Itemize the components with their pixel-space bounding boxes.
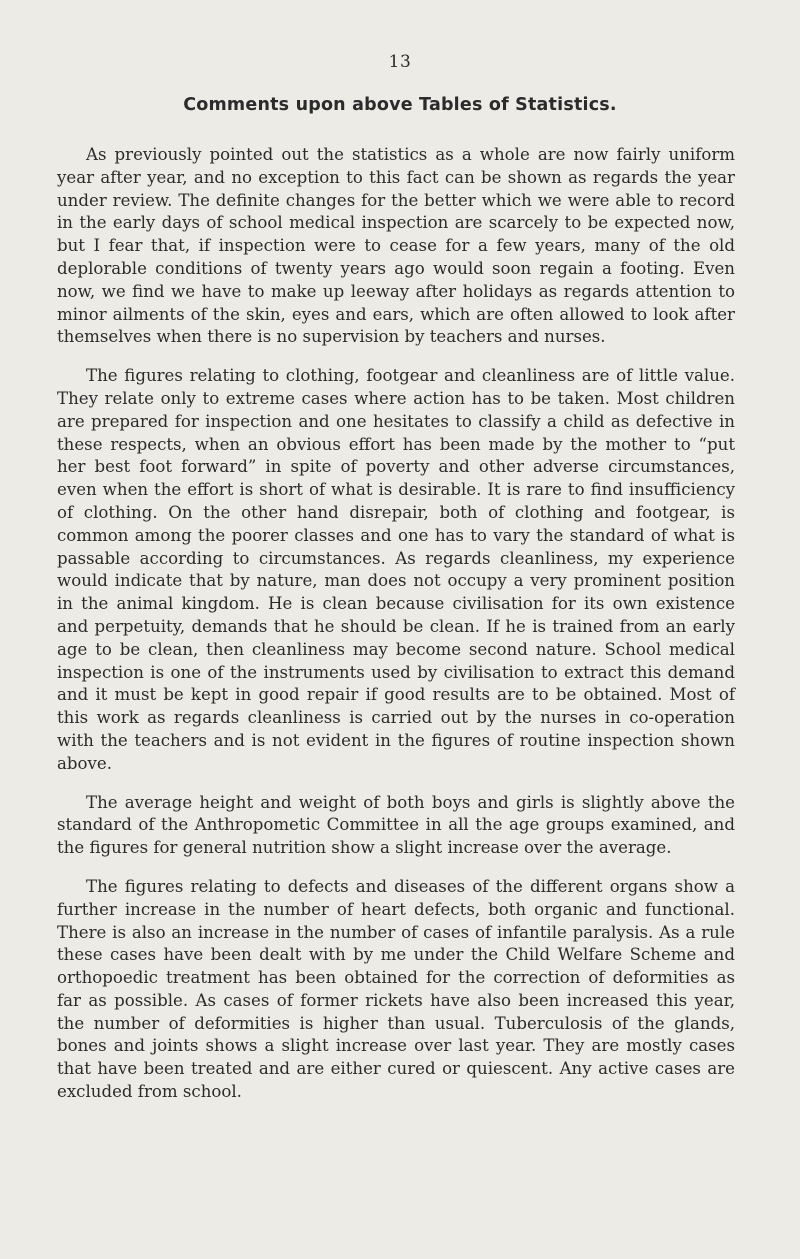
- page-number: 13: [388, 52, 412, 72]
- paragraph-statistics-overview: As previously pointed out the statistics as a whole are now fairly uniform year after year, and no exception to this fact can be shown as regards the year under review. The definite changes for the better which we were able to record in the early days of school medical inspection are scarcely to be expected now, but I fear that, if inspection were to cease for a few years, many of the old deplorable conditions of twenty years ago would soon regain a footing. Even now, we find we have to make up leeway after holidays as regards attention to minor ailments of the skin, eyes and ears, which are often allowed to look after themselves when there is no supervision by teachers and nurses.: [57, 145, 735, 347]
- paragraph-defects-diseases: The figures relating to defects and diseases of the different organs show a further increase in the number of heart defects, both organic and functional. There is also an increase in the number of cases of infantile paralysis. As a rule these cases have been dealt with by me under the Child Welfare Scheme and orthopoedic treatment has been obtained for the correction of deformities as far as possible. As cases of former rickets have also been increased this year, the number of deformities is higher than usual. Tuberculosis of the glands, bones and joints shows a slight increase over last year. They are mostly cases that have been treated and are either cured or quiescent. Any active cases are excluded from school.: [57, 876, 735, 1102]
- paragraph-clothing-cleanliness: The figures relating to clothing, footgear and cleanliness are of little value. They relate only to extreme cases where action has to be taken. Most children are prepared for inspection and one hesitates to classify a child as defective in these respects, when an obvious effort has been made by the mother to “put her best foot forward” in spite of poverty and other adverse circumstances, even when the effort is short of what is desirable. It is rare to find insufficiency of clothing. On the other hand disrepair, both of clothing and footgear, is common among the poorer classes and one has to vary the standard of what is passable according to circumstances. As regards cleanliness, my experience would indicate that by nature, man does not occupy a very prominent position in the animal kingdom. He is clean because civilisation for its own existence and perpetuity, demands that he should be clean. If he is trained from an early age to be clean, then cleanliness may become second nature. School medical inspection is one of the instruments used by civilisation to extract this demand and it must be kept in good repair if good results are to be obtained. Most of this work as regards cleanliness is carried out by the nurses in co-operation with the teachers and is not evident in the figures of routine inspection shown above.: [57, 366, 735, 773]
- body-text: [57, 144, 735, 1120]
- section-heading: Comments upon above Tables of Statistics.: [183, 95, 617, 115]
- paragraph-height-weight: The average height and weight of both boys and girls is slightly above the standard of the Anthropometic Committee in all the age groups examined, and the figures for general nutrition show a slight increase over the average.: [57, 792, 735, 858]
